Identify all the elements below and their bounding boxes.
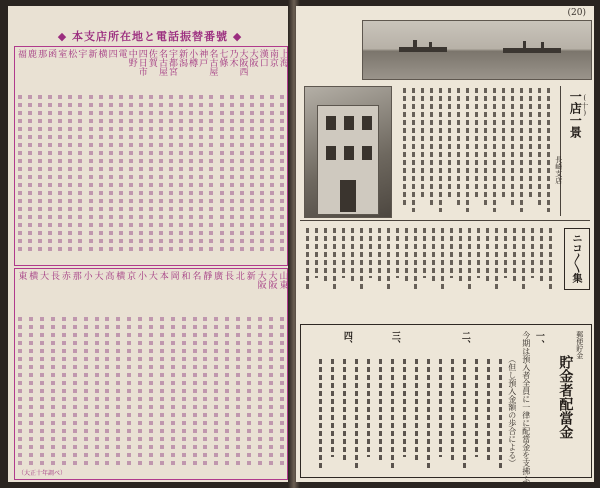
branch-column <box>254 269 265 479</box>
branch-name: 靜 <box>201 271 212 280</box>
text-line <box>360 228 363 290</box>
table-cell-text <box>116 317 120 467</box>
table-cell-text <box>160 317 164 467</box>
branch-column <box>196 47 206 265</box>
branch-name: 小樽 <box>187 49 198 67</box>
table-cell-text <box>236 317 240 467</box>
notice-item-number: 四、 <box>341 331 352 349</box>
branch-column <box>167 269 178 479</box>
text-line <box>331 359 334 457</box>
branch-column <box>113 269 124 479</box>
branch-name: 七條 <box>217 49 228 67</box>
table-cell-text <box>58 95 62 253</box>
text-line <box>405 228 408 284</box>
building <box>317 105 379 215</box>
feature-title: 一店一景 <box>568 90 583 138</box>
right-page <box>296 6 594 482</box>
table-cell-text <box>95 317 99 467</box>
table-cell-text <box>18 95 22 253</box>
branch-name: 函 <box>46 49 57 58</box>
text-line <box>486 228 489 284</box>
branch-name: 宇 <box>76 49 87 58</box>
table-cell-text <box>240 95 244 253</box>
branch-column <box>176 47 186 265</box>
text-line <box>439 359 442 457</box>
page-header <box>8 28 292 44</box>
table-cell-text <box>225 317 229 467</box>
text-line <box>333 228 336 290</box>
branch-name: 大阪西 <box>237 49 248 76</box>
feature-subtitle: (十) <box>580 94 589 117</box>
table-cell-text <box>73 317 77 467</box>
branch-name: 新潟 <box>177 49 188 67</box>
branch-column <box>216 47 226 265</box>
branch-column <box>247 47 257 265</box>
table-cell-text <box>280 317 284 467</box>
text-line <box>499 359 502 469</box>
table-cell-text <box>40 317 44 467</box>
header-title: 本支店所在地と電話振替番號 <box>72 30 228 43</box>
text-line <box>391 359 394 469</box>
notice-item-number: 三、 <box>389 331 400 349</box>
table-cell-text <box>149 317 153 467</box>
notice-item-text: 今期は預入者全員に一律に配當金を支拂ふ <box>521 331 531 483</box>
branch-column <box>135 269 146 479</box>
branch-column <box>146 269 157 479</box>
branch-name: 四 <box>106 49 117 58</box>
text-line <box>432 228 435 284</box>
table-cell-text <box>214 317 218 467</box>
branch-name: 名 <box>190 271 201 280</box>
text-line <box>520 88 523 212</box>
branch-column <box>265 269 276 479</box>
notice-body <box>311 345 511 473</box>
branch-column <box>65 47 75 265</box>
branch-name: 佐賀 <box>146 49 157 67</box>
table-cell-text <box>119 95 123 253</box>
branch-column <box>186 47 196 265</box>
text-line <box>378 228 381 284</box>
branch-column <box>156 47 166 265</box>
branch-column <box>96 47 106 265</box>
notice-title: 貯金者配當金 <box>557 355 574 439</box>
text-line <box>319 359 322 469</box>
table-cell-text <box>169 95 173 253</box>
text-line <box>412 88 415 212</box>
text-line <box>351 228 354 284</box>
table-cell-text <box>127 317 131 467</box>
text-line <box>511 88 514 206</box>
table-cell-text <box>149 95 153 253</box>
table-cell-text <box>250 95 254 253</box>
branch-column <box>116 47 126 265</box>
table-cell-text <box>159 95 163 253</box>
branch-name: 本 <box>157 271 168 280</box>
branch-name: 赤 <box>59 271 70 280</box>
branch-column <box>91 269 102 479</box>
branch-column <box>267 47 277 265</box>
text-line <box>487 359 490 463</box>
column-label: ニコ〳〵集 <box>570 233 581 283</box>
branch-name: 宇都宮 <box>167 49 178 76</box>
table-cell-text <box>139 95 143 253</box>
branch-column <box>86 47 96 265</box>
text-line <box>522 228 525 290</box>
branch-name: 横 <box>27 271 38 280</box>
text-line <box>459 228 462 284</box>
branch-name: 那 <box>36 49 47 58</box>
ship-mast <box>523 41 526 49</box>
text-line <box>502 88 505 200</box>
table-cell-text <box>182 317 186 467</box>
branch-name: 中野 <box>126 49 137 67</box>
text-line <box>306 228 309 290</box>
branch-column <box>243 269 254 479</box>
branch-column <box>211 269 222 479</box>
branch-name: 神戸 <box>197 49 208 67</box>
branch-column <box>26 269 37 479</box>
left-page <box>8 6 292 482</box>
branch-name: 新 <box>244 271 255 280</box>
branch-name: 大 <box>92 271 103 280</box>
table-cell-text <box>171 317 175 467</box>
table-cell-text <box>270 95 274 253</box>
text-line <box>448 88 451 200</box>
text-line <box>538 88 541 206</box>
column-label-box <box>564 228 590 290</box>
branch-name: 東 <box>16 271 27 280</box>
table-cell-text <box>269 317 273 467</box>
branch-name: 乃木 <box>227 49 238 67</box>
branch-column <box>15 47 25 265</box>
feature-branch-name: 長崎支店 <box>554 156 563 184</box>
branch-column <box>48 269 59 479</box>
branch-name: 大阪 <box>255 271 266 289</box>
table-cell-text <box>209 95 213 253</box>
branch-name: 室 <box>56 49 67 58</box>
branch-column <box>276 269 287 479</box>
text-line <box>369 228 372 278</box>
branch-name: 山東 <box>277 271 288 289</box>
table-cell-text <box>18 317 22 467</box>
table-cell-text <box>280 95 284 253</box>
branch-column <box>37 269 48 479</box>
branch-column <box>25 47 35 265</box>
table-cell-text <box>48 95 52 253</box>
branch-name: 大阪 <box>247 49 258 67</box>
branch-column <box>146 47 156 265</box>
text-line <box>504 228 507 278</box>
branch-name: 電 <box>116 49 127 58</box>
notice-item-subtext: （但し預入金額の歩合による） <box>507 355 517 467</box>
branch-name: 名古屋 <box>207 49 218 76</box>
branch-column <box>206 47 216 265</box>
ship-mast <box>541 42 544 49</box>
text-line <box>403 359 406 457</box>
branch-name: 岡 <box>168 271 179 280</box>
branch-name: 鹿 <box>25 49 36 58</box>
branch-name: 長 <box>48 271 59 280</box>
table-footnote: （大正十年調べ） <box>18 470 67 478</box>
humor-column-text <box>302 224 558 294</box>
harbor-photo <box>362 20 592 80</box>
branch-name: 新 <box>86 49 97 58</box>
text-line <box>315 228 318 278</box>
table-cell-text <box>138 317 142 467</box>
branch-name: 南京 <box>267 49 278 67</box>
table-cell-text <box>62 317 66 467</box>
text-line <box>403 88 406 206</box>
text-line <box>423 228 426 278</box>
branch-name: 廣 <box>212 271 223 280</box>
text-line <box>324 228 327 284</box>
branch-name: 上海 <box>277 49 288 67</box>
branch-name: 四日市 <box>136 49 147 76</box>
text-line <box>439 88 442 212</box>
branch-name: 大 <box>38 271 49 280</box>
branch-name: 小 <box>81 271 92 280</box>
text-line <box>379 359 382 463</box>
branch-column <box>257 47 267 265</box>
text-line <box>367 359 370 457</box>
table-cell-text <box>203 317 207 467</box>
text-line <box>466 88 469 212</box>
table-cell-text <box>258 317 262 467</box>
branch-name: 小 <box>136 271 146 280</box>
notice-box <box>300 324 592 483</box>
branch-column <box>126 47 136 265</box>
branch-column <box>200 269 211 479</box>
branch-column <box>106 47 116 265</box>
text-line <box>463 359 466 469</box>
notice-item-number: 一、 <box>533 331 544 349</box>
branch-name: 名古屋 <box>156 49 167 76</box>
branch-column <box>80 269 91 479</box>
notice-prefix: 郵便貯金 <box>575 331 584 359</box>
branch-name: 和 <box>179 271 190 280</box>
branch-column <box>75 47 85 265</box>
table-cell-text <box>29 317 33 467</box>
table-cell-text <box>84 317 88 467</box>
branch-column <box>124 269 135 479</box>
branch-name: 北 <box>233 271 244 280</box>
branch-column <box>233 269 244 479</box>
text-line <box>549 228 552 290</box>
branch-column <box>237 47 247 265</box>
branch-column <box>69 269 80 479</box>
ship-silhouette <box>503 48 561 53</box>
branch-name: 横 <box>96 49 107 58</box>
text-line <box>477 228 480 278</box>
table-cell-text <box>89 95 93 253</box>
branch-name: 京 <box>125 271 136 280</box>
branch-name: 福 <box>15 49 26 58</box>
table-cell-text <box>68 95 72 253</box>
text-line <box>493 88 496 212</box>
text-line <box>457 88 460 206</box>
text-line <box>342 228 345 278</box>
branch-table-lower <box>14 268 288 480</box>
text-line <box>387 228 390 290</box>
branch-name: 漢口 <box>257 49 268 67</box>
table-cell-text <box>28 95 32 253</box>
table-cell-text <box>247 317 251 467</box>
branch-column <box>59 269 70 479</box>
text-line <box>531 228 534 278</box>
branch-column <box>227 47 237 265</box>
text-line <box>540 228 543 284</box>
branch-column <box>102 269 113 479</box>
text-line <box>450 228 453 278</box>
branch-name: 松 <box>66 49 77 58</box>
branch-column <box>45 47 55 265</box>
text-line <box>430 88 433 206</box>
branch-column <box>222 269 233 479</box>
branch-column <box>189 269 200 479</box>
text-line <box>495 228 498 290</box>
table-cell-text <box>78 95 82 253</box>
table-cell-text <box>230 95 234 253</box>
branch-column <box>136 47 146 265</box>
branch-table-upper <box>14 46 288 266</box>
branch-column <box>277 47 287 265</box>
text-line <box>414 228 417 290</box>
table-cell-text <box>220 95 224 253</box>
text-line <box>529 88 532 200</box>
branch-name: 大 <box>146 271 157 280</box>
branch-name: 那 <box>70 271 81 280</box>
feature-article-text <box>396 86 556 216</box>
ship-silhouette <box>399 47 447 52</box>
diamond-icon: ◆ <box>57 30 68 43</box>
text-line <box>547 88 550 212</box>
table-cell-text <box>179 95 183 253</box>
table-cell-text <box>199 95 203 253</box>
branch-building-photo <box>304 86 392 218</box>
notice-item-number: 二、 <box>459 331 470 349</box>
branch-column <box>178 269 189 479</box>
table-cell-text <box>193 317 197 467</box>
text-line <box>355 359 358 469</box>
text-line <box>484 88 487 206</box>
text-line <box>475 359 478 457</box>
branch-name: 大阪 <box>266 271 277 289</box>
table-cell-text <box>51 317 55 467</box>
text-line <box>396 228 399 278</box>
text-line <box>451 359 454 463</box>
branch-name: 長 <box>223 271 234 280</box>
branch-column <box>55 47 65 265</box>
text-line <box>427 359 430 469</box>
table-cell-text <box>105 317 109 467</box>
text-line <box>513 228 516 284</box>
table-cell-text <box>189 95 193 253</box>
text-line <box>421 88 424 200</box>
text-line <box>475 88 478 200</box>
text-line <box>468 228 471 290</box>
branch-name: 横 <box>114 271 125 280</box>
branch-column <box>35 47 45 265</box>
ship-mast <box>429 42 432 48</box>
diamond-icon: ◆ <box>232 30 243 43</box>
branch-column <box>166 47 176 265</box>
table-cell-text <box>38 95 42 253</box>
page-number: (20) <box>567 8 586 18</box>
table-cell-text <box>260 95 264 253</box>
branch-column <box>156 269 167 479</box>
ship-mast <box>413 40 417 48</box>
table-cell-text <box>129 95 133 253</box>
text-line <box>343 359 346 463</box>
text-line <box>415 359 418 463</box>
text-line <box>441 228 444 290</box>
branch-column <box>15 269 26 479</box>
table-cell-text <box>109 95 113 253</box>
table-cell-text <box>99 95 103 253</box>
branch-name: 高 <box>103 271 114 280</box>
